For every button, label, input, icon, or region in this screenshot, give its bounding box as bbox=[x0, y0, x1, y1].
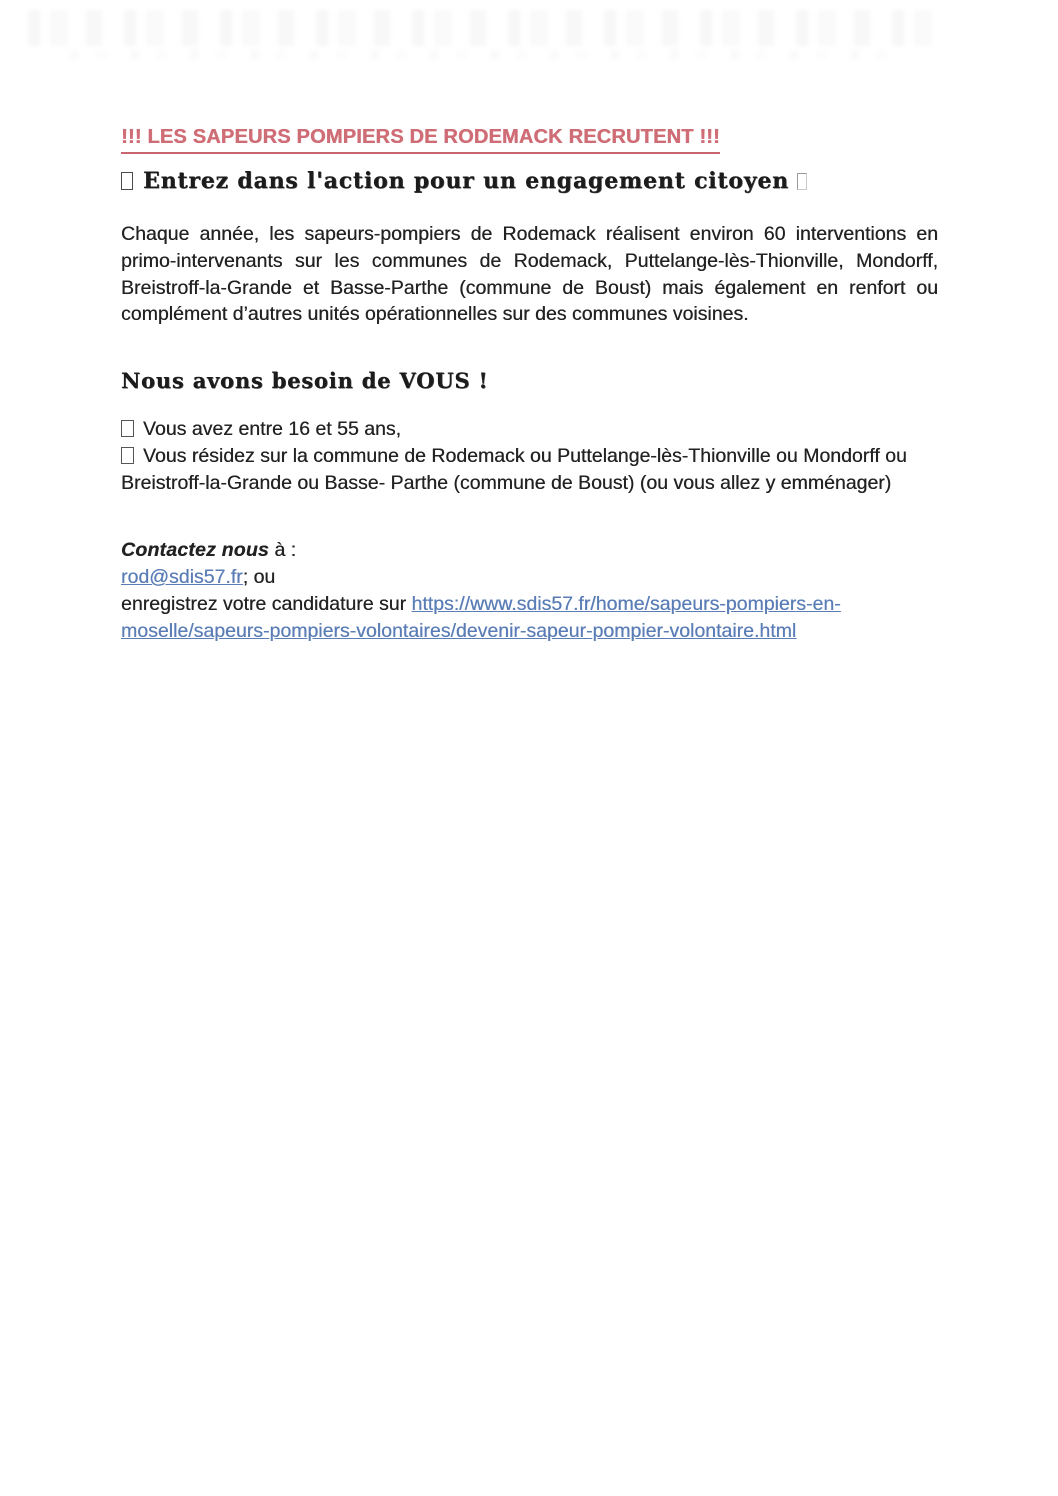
requirement-item-text: Vous résidez sur la commune de Rodemack ou Puttelange-lès-Thionville ou Mondorff ou Breistroff-la-Grande ou Basse- Parthe (commune de Boust) (ou vous allez y emménager) bbox=[121, 445, 907, 494]
requirement-item bbox=[121, 443, 938, 497]
scan-ghost-text-artifact bbox=[28, 10, 948, 46]
email-link[interactable]: rod@sdis57.fr bbox=[121, 566, 243, 588]
contact-register-line bbox=[121, 591, 951, 645]
tagline-text: Entrez dans l'action pour un engagement citoyen bbox=[143, 168, 789, 194]
requirements-list bbox=[121, 416, 938, 497]
intro-paragraph: Chaque année, les sapeurs-pompiers de Rodemack réalisent environ 60 interventions en primo-intervenants sur les communes de Rodemack, Puttelange-lès-Thionville, Mondorff, Breistroff-la-Grande et Basse-Parthe (commune de Boust) mais également en renfort ou complément d’autres unités opérationnelles sur des communes voisines. bbox=[121, 223, 938, 326]
contact-heading bbox=[121, 537, 951, 564]
missing-glyph-box-icon bbox=[797, 173, 807, 190]
need-you-heading: Nous avons besoin de VOUS ! bbox=[121, 368, 489, 393]
register-prefix: enregistrez votre candidature sur bbox=[121, 593, 412, 615]
requirement-item bbox=[121, 416, 938, 443]
contact-heading-rest: à : bbox=[268, 539, 297, 561]
checkbox-glyph-icon bbox=[121, 420, 134, 437]
missing-glyph-box-icon bbox=[121, 172, 133, 190]
tagline bbox=[121, 168, 807, 194]
website-link-line2[interactable]: moselle/sapeurs-pompiers-volontaires/devenir-sapeur-pompier-volontaire.html bbox=[121, 620, 797, 642]
contact-heading-bold: Contactez nous bbox=[121, 539, 269, 561]
website-link-line1[interactable]: https://www.sdis57.fr/home/sapeurs-pompiers-en- bbox=[411, 593, 841, 615]
checkbox-glyph-icon bbox=[121, 447, 134, 464]
email-suffix: ; ou bbox=[242, 566, 276, 588]
contact-email-line bbox=[121, 564, 951, 591]
scan-ghost-text-artifact bbox=[70, 50, 910, 59]
requirement-item-text: Vous avez entre 16 et 55 ans, bbox=[143, 418, 402, 440]
recruitment-title: !!! LES SAPEURS POMPIERS DE RODEMACK RECRUTENT !!! bbox=[121, 126, 720, 154]
contact-section bbox=[121, 537, 951, 645]
